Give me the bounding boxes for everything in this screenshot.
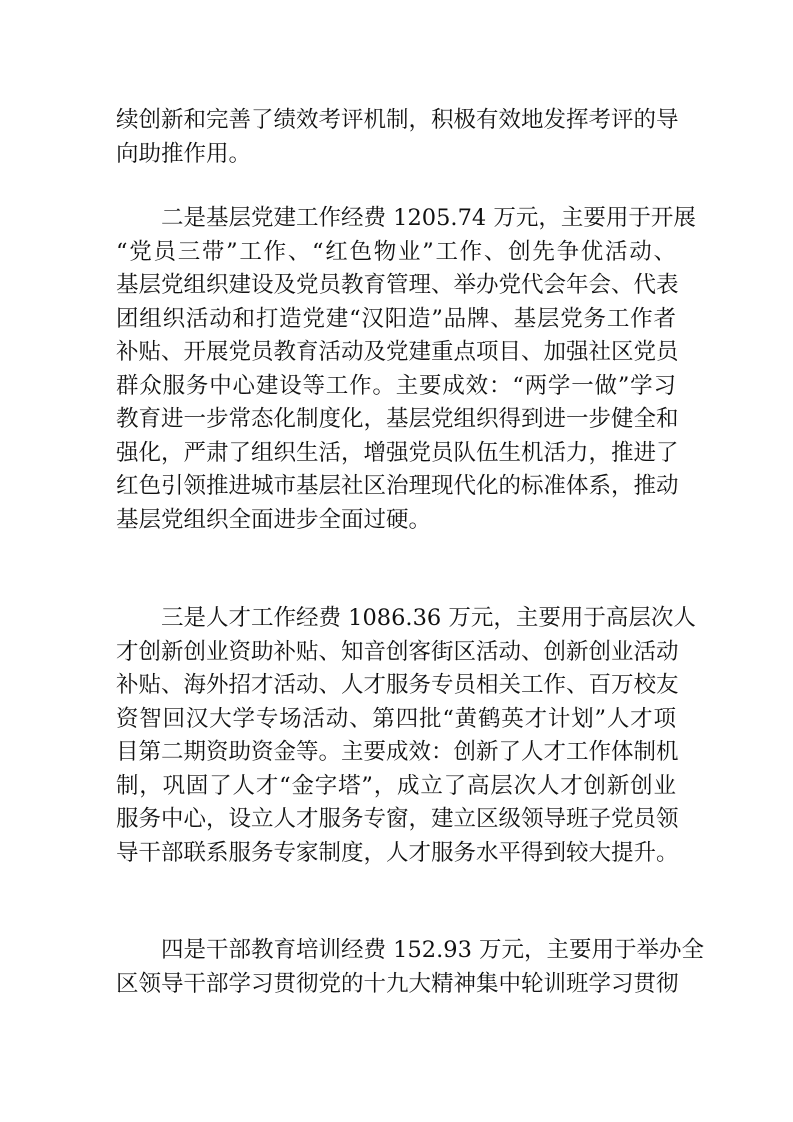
text-line: 强化，严肃了组织生活，增强党员队伍生机活力，推进了 xyxy=(116,439,679,466)
text-line: 服务中心，设立人才服务专窗，建立区级领导班子党员领 xyxy=(116,806,679,832)
paragraph-cadre-training-funds xyxy=(116,934,705,1001)
text-line: 教育进一步常态化制度化，基层党组织得到进一步健全和 xyxy=(116,406,679,432)
text-line: 才创新创业资助补贴、知音创客街区活动、创新创业活动 xyxy=(116,638,679,665)
paragraph-continuation xyxy=(116,104,679,171)
text-line: 补贴、开展党员教育活动及党建重点项目、加强社区党员 xyxy=(116,339,679,365)
text-line: 续创新和完善了绩效考评机制，积极有效地发挥考评的导 xyxy=(116,107,679,133)
paragraph-talent-funds xyxy=(116,602,696,870)
text-line: 三是人才工作经费 1086.36 万元，主要用于高层次人 xyxy=(161,605,696,631)
text-line: 红色引领推进城市基层社区治理现代化的标准体系，推动 xyxy=(116,473,679,499)
text-line: 基层党组织建设及党员教育管理、举办党代会年会、代表 xyxy=(116,272,679,298)
text-line: 群众服务中心建设等工作。主要成效：“两学一做”学习 xyxy=(116,372,676,399)
text-line: 二是基层党建工作经费 1205.74 万元，主要用于开展 xyxy=(161,205,696,231)
text-line: “党员三带”工作、“红色物业”工作、创先争优活动、 xyxy=(116,238,676,265)
text-line: 基层党组织全面进步全面过硬。 xyxy=(116,506,432,533)
text-line: 向助推作用。 xyxy=(116,140,252,167)
text-line: 导干部联系服务专家制度，人才服务水平得到较大提升。 xyxy=(116,839,679,866)
text-line: 资智回汉大学专场活动、第四批“黄鹤英才计划”人才项 xyxy=(116,705,676,732)
paragraph-party-building-funds xyxy=(116,202,696,537)
text-line: 制，巩固了人才“金字塔”，成立了高层次人才创新创业 xyxy=(116,772,676,799)
text-line: 四是干部教育培训经费 152.93 万元，主要用于举办全 xyxy=(161,937,705,963)
text-line: 区领导干部学习贯彻党的十九大精神集中轮训班学习贯彻 xyxy=(116,970,679,997)
text-line: 目第二期资助资金等。主要成效：创新了人才工作体制机 xyxy=(116,739,679,765)
text-line: 团组织活动和打造党建“汉阳造”品牌、基层党务工作者 xyxy=(116,305,676,332)
text-line: 补贴、海外招才活动、人才服务专员相关工作、百万校友 xyxy=(116,672,679,698)
